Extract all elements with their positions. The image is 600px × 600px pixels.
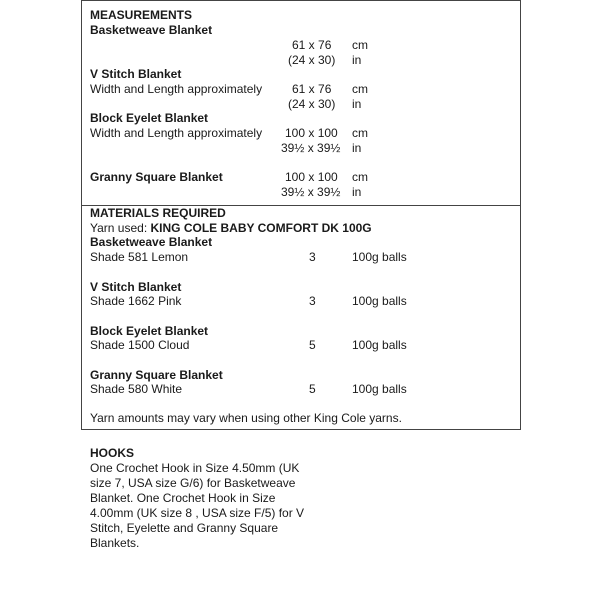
material-vstitch-title: V Stitch Blanket xyxy=(90,280,182,294)
yarn-name: KING COLE BABY COMFORT DK 100G xyxy=(150,221,372,235)
measurements-heading: MEASUREMENTS xyxy=(90,8,193,22)
granny-cm: 100 x 100 xyxy=(285,170,338,184)
granny-title: Granny Square Blanket xyxy=(90,170,223,184)
yarn-used-line xyxy=(90,221,372,235)
basketweave-cm-unit: cm xyxy=(352,38,368,52)
basketweave-title: Basketweave Blanket xyxy=(90,23,213,37)
granny-cm-unit: cm xyxy=(352,170,368,184)
granny-in: 39½ x 39½ xyxy=(281,185,341,199)
vstitch-desc: Width and Length approximately xyxy=(90,82,263,96)
hooks-heading: HOOKS xyxy=(90,446,135,460)
block-eyelet-in: 39½ x 39½ xyxy=(281,141,341,155)
table-bottom-border xyxy=(81,429,521,430)
material-block-eyelet-title: Block Eyelet Blanket xyxy=(90,324,209,338)
vstitch-cm: 61 x 76 xyxy=(292,82,332,96)
block-eyelet-title: Block Eyelet Blanket xyxy=(90,111,209,125)
vstitch-title: V Stitch Blanket xyxy=(90,67,182,81)
basketweave-in: (24 x 30) xyxy=(288,53,336,67)
materials-heading: MATERIALS REQUIRED xyxy=(90,206,226,220)
table-top-border xyxy=(81,0,521,1)
table-left-border xyxy=(81,0,82,430)
material-basketweave-qty: 3 xyxy=(309,250,316,264)
hooks-section xyxy=(90,446,320,551)
block-eyelet-desc: Width and Length approximately xyxy=(90,126,263,140)
yarn-used-prefix: Yarn used: xyxy=(90,221,148,235)
material-granny-qty: 5 xyxy=(309,382,316,396)
basketweave-in-unit: in xyxy=(352,53,362,67)
material-basketweave-title: Basketweave Blanket xyxy=(90,235,213,249)
vstitch-in-unit: in xyxy=(352,97,362,111)
block-eyelet-in-unit: in xyxy=(352,141,362,155)
basketweave-cm: 61 x 76 xyxy=(292,38,332,52)
material-vstitch-qty: 3 xyxy=(309,294,316,308)
material-basketweave-shade: Shade 581 Lemon xyxy=(90,250,189,264)
material-block-eyelet-qty: 5 xyxy=(309,338,316,352)
block-eyelet-cm-unit: cm xyxy=(352,126,368,140)
material-granny-shade: Shade 580 White xyxy=(90,382,183,396)
material-granny-unit: 100g balls xyxy=(352,382,407,396)
material-block-eyelet-unit: 100g balls xyxy=(352,338,407,352)
material-block-eyelet-shade: Shade 1500 Cloud xyxy=(90,338,190,352)
yarn-note: Yarn amounts may vary when using other King Cole yarns. xyxy=(90,411,402,425)
material-vstitch-unit: 100g balls xyxy=(352,294,407,308)
hooks-text: One Crochet Hook in Size 4.50mm (UK size 7, USA size G/6) for Basketweave Blanket. One Crochet Hook in Size 4.00mm (UK size 8 , USA size F/5) for V Stitch, Eyelette and Granny Square Blankets. xyxy=(90,461,305,550)
vstitch-in: (24 x 30) xyxy=(288,97,336,111)
table-right-border xyxy=(520,0,521,430)
granny-in-unit: in xyxy=(352,185,362,199)
vstitch-cm-unit: cm xyxy=(352,82,368,96)
block-eyelet-cm: 100 x 100 xyxy=(285,126,338,140)
material-vstitch-shade: Shade 1662 Pink xyxy=(90,294,182,308)
material-basketweave-unit: 100g balls xyxy=(352,250,407,264)
material-granny-title: Granny Square Blanket xyxy=(90,368,223,382)
